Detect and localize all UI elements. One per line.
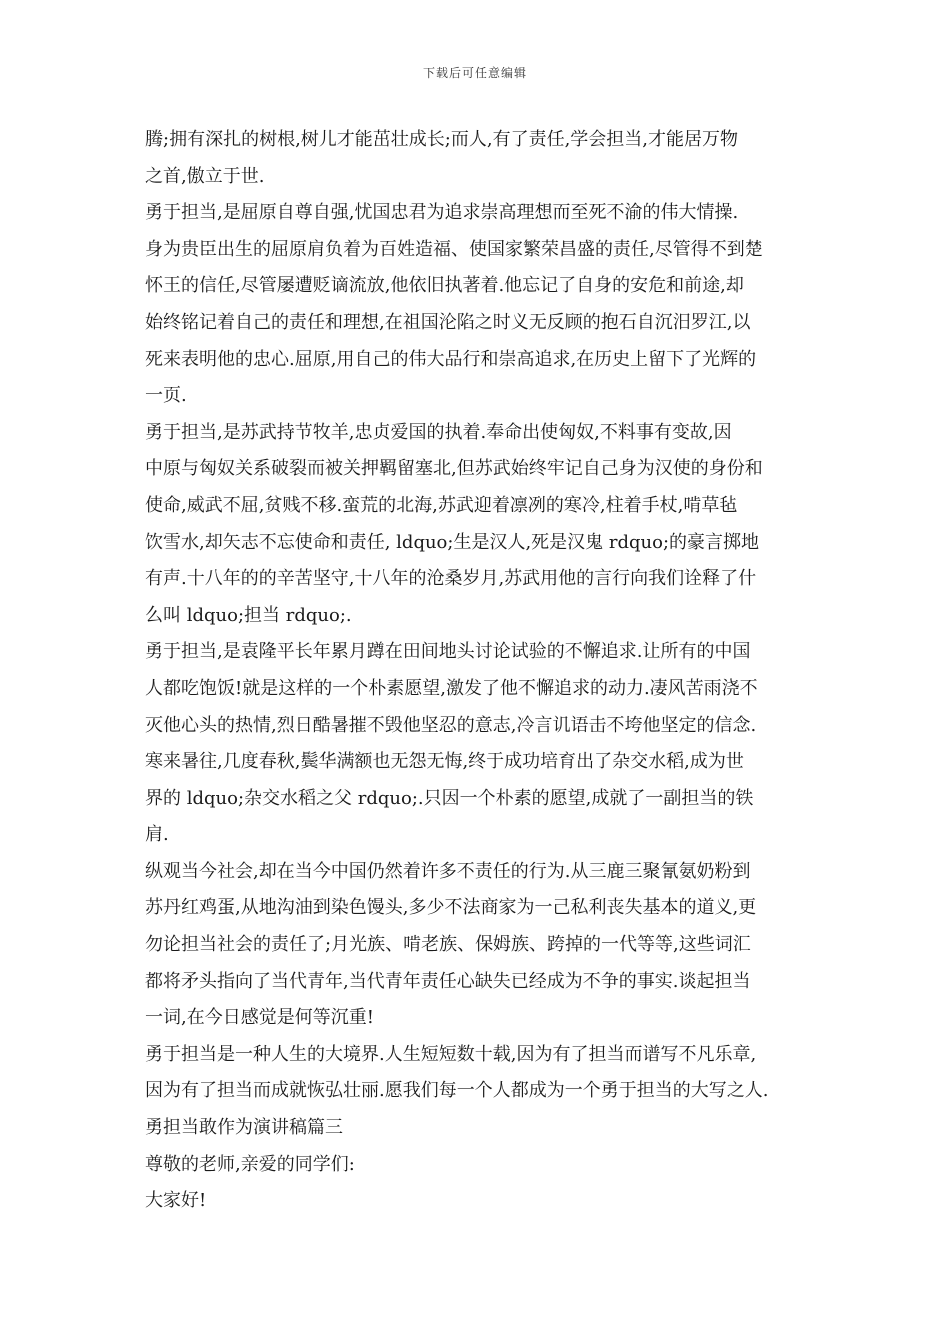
text-line: 饮雪水,却矢志不忘使命和责任, ldquo;生是汉人,死是汉鬼 rdquo;的豪言掷地 xyxy=(145,531,760,553)
text-line: 灭他心头的热情,烈日酷暑摧不毁他坚忍的意志,冷言讥语击不垮他坚定的信念. xyxy=(145,714,757,736)
text-line: 肩. xyxy=(145,824,169,846)
text-line: 中原与匈奴关系破裂而被关押羁留塞北,但苏武始终牢记自己身为汉使的身份和 xyxy=(145,458,763,480)
text-line: 勇于担当,是袁隆平长年累月蹲在田间地头讨论试验的不懈追求.让所有的中国 xyxy=(145,641,751,663)
text-line: 纵观当今社会,却在当今中国仍然着许多不责任的行为.从三鹿三聚氰氨奶粉到 xyxy=(145,860,751,882)
document-body xyxy=(145,122,815,1220)
text-line: 勇于担当,是苏武持节牧羊,忠贞爱国的执着.奉命出使匈奴,不料事有变故,因 xyxy=(145,421,732,443)
text-line: 勇于担当是一种人生的大境界.人生短短数十载,因为有了担当而谱写不凡乐章, xyxy=(145,1043,757,1065)
text-line: 一词,在今日感觉是何等沉重! xyxy=(145,1007,374,1029)
text-line: 怀王的信任,尽管屡遭贬谪流放,他依旧执著着.他忘记了自身的安危和前途,却 xyxy=(145,275,744,297)
text-line: 一页. xyxy=(145,385,187,407)
text-line: 都将矛头指向了当代青年,当代青年责任心缺失已经成为不争的事实.谈起担当 xyxy=(145,970,751,992)
text-line: 腾;拥有深扎的树根,树儿才能茁壮成长;而人,有了责任,学会担当,才能居万物 xyxy=(145,129,739,150)
text-line: 身为贵臣出生的屈原肩负着为百姓造福、使国家繁荣昌盛的责任,尽管得不到楚 xyxy=(145,238,763,260)
text-line: 勇于担当,是屈原自尊自强,忧国忠君为追求崇高理想而至死不渝的伟大情操. xyxy=(145,202,739,224)
text-line: 有声.十八年的的辛苦坚守,十八年的沧桑岁月,苏武用他的言行向我们诠释了什 xyxy=(145,568,757,590)
text-line: 大家好! xyxy=(145,1190,207,1212)
text-line: 之首,傲立于世. xyxy=(145,165,265,187)
text-line: 人都吃饱饭!就是这样的一个朴素愿望,激发了他不懈追求的动力.凄风苦雨浇不 xyxy=(145,677,758,699)
text-line: 勿论担当社会的责任了;月光族、啃老族、保姆族、跨掉的一代等等,这些词汇 xyxy=(145,934,751,956)
text-line: 因为有了担当而成就恢弘壮丽.愿我们每一个人都成为一个勇于担当的大写之人. xyxy=(145,1080,769,1102)
text-line: 尊敬的老师,亲爱的同学们: xyxy=(145,1153,355,1175)
text-line: 寒来暑往,几度春秋,鬓华满额也无怨无悔,终于成功培育出了杂交水稻,成为世 xyxy=(145,751,744,773)
text-line: 使命,威武不屈,贫贱不移.蛮荒的北海,苏武迎着凛冽的寒冷,柱着手杖,啃草毡 xyxy=(145,494,738,516)
text-line: 么叫 ldquo;担当 rdquo;. xyxy=(145,604,352,626)
page-header-caption: 下载后可任意编辑 xyxy=(422,66,527,80)
text-line: 始终铭记着自己的责任和理想,在祖国沦陷之时义无反顾的抱石自沉汨罗江,以 xyxy=(145,311,751,333)
section-heading: 勇担当敢作为演讲稿篇三 xyxy=(145,1117,343,1139)
text-line: 界的 ldquo;杂交水稻之父 rdquo;.只因一个朴素的愿望,成就了一副担当的铁 xyxy=(145,787,754,809)
text-line: 死来表明他的忠心.屈原,用自己的伟大品行和崇高追求,在历史上留下了光辉的 xyxy=(145,348,757,370)
text-line: 苏丹红鸡蛋,从地沟油到染色馒头,多少不法商家为一己私利丧失基本的道义,更 xyxy=(145,897,757,919)
